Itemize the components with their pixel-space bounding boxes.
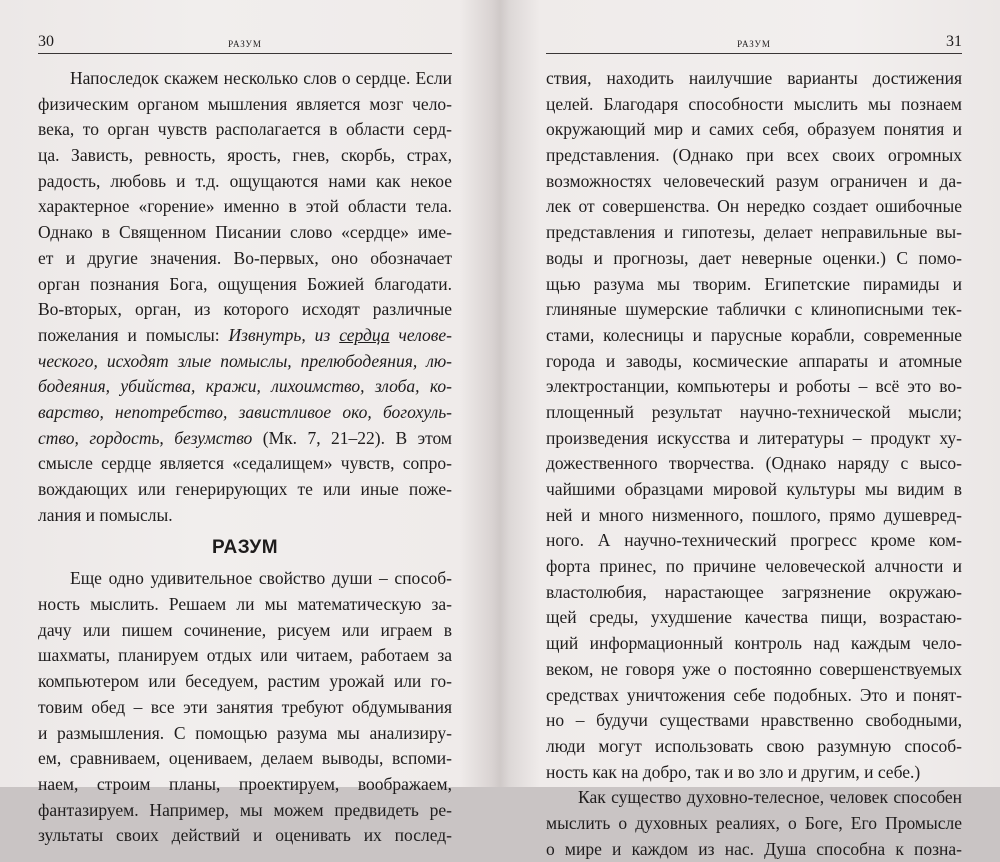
- page-number: 31: [946, 33, 962, 50]
- text-line: чайшими образцами мировой культуры мы видим в: [546, 479, 962, 499]
- text-line: радость, любовь и т.д. ощущаются нами как некое: [38, 170, 452, 191]
- text-line: характерное «горение» именно в этой области тела.: [38, 196, 452, 217]
- text-line: возможностях человеческий разум ограничен и да-: [546, 170, 962, 191]
- scripture-quote: ство, гордость, безумство: [38, 427, 253, 448]
- left-page-text: [38, 66, 452, 849]
- text-line: стами, колесницы и парусные корабли, современные: [546, 324, 962, 345]
- text-line: ца. Зависть, ревность, ярость, гнев, скорбь, страх,: [38, 145, 452, 166]
- text-line: лек от совершенства. Он нередко создает ошибочные: [546, 196, 962, 217]
- text-line: наем, строим планы, проектируем, воображаем,: [38, 773, 452, 794]
- text-line: ствия, находить наилучшие варианты достижения: [546, 68, 962, 88]
- text-line: лания и помыслы.: [38, 504, 173, 525]
- text-line: представления. (Однако при всех своих огромных: [546, 145, 962, 166]
- running-head: разум: [228, 35, 262, 50]
- scripture-quote-line: бодеяния, убийства, кражи, лихоимство, злоба, ко-: [38, 376, 452, 397]
- text-line: щий информационный контроль над каждым чело-: [546, 633, 962, 654]
- text-line: но – будучи существами нравственно свободными,: [546, 710, 962, 731]
- text-line: и размышления. С помощью разума мы анализиру-: [38, 722, 452, 743]
- text-line: площенный результат научно-технической мысли;: [546, 401, 962, 422]
- text-line: средствах уничтожения себе подобных. Это и понят-: [546, 684, 962, 705]
- text-line: мыслить о духовных реалиях, о Боге, Его Промысле: [546, 812, 962, 833]
- text-line: щей среды, ухудшение качества пищи, возрастаю-: [546, 607, 962, 628]
- scripture-quote: челове-: [389, 324, 452, 345]
- right-page-header: [546, 31, 962, 54]
- text-line: [38, 323, 452, 349]
- text-line: люди могут использовать свою разумную способ-: [546, 735, 962, 756]
- text-line: компьютером или беседуем, растим урожай или го-: [38, 671, 452, 692]
- text-line: зультаты своих действий и оценивать их послед-: [38, 825, 452, 846]
- underlined-word: сердца: [339, 324, 390, 345]
- text-line: вождающих или генерирующих те или иные поже-: [38, 479, 452, 499]
- running-head: разум: [737, 35, 771, 50]
- text-run: пожелания и помыслы:: [38, 324, 229, 345]
- text-line: глиняные шумерские таблички с клинописными тек-: [546, 299, 962, 320]
- scripture-quote-line: ческого, исходят злые помыслы, прелюбодеяния, лю-: [38, 350, 452, 371]
- text-line: физическим органом мышления является мозг чело-: [38, 93, 452, 114]
- text-line: воды и прогнозы, дает неверные оценки.) С помо-: [546, 247, 962, 268]
- text-line: Как существо духовно-телесное, человек способен: [578, 787, 962, 808]
- text-line: [38, 426, 452, 452]
- text-line: века, то орган чувств располагается в области серд-: [38, 119, 452, 140]
- text-line: товим обед – все эти занятия требуют обдумывания: [38, 696, 452, 717]
- text-line: веком, не говоря уже о постоянно совершенствуемых: [546, 658, 962, 679]
- text-line: целей. Благодаря способности мыслить мы познаем: [546, 93, 962, 114]
- text-line: ность как на добро, так и во зло и другим, и себе.): [546, 761, 921, 782]
- text-line: форта принес, по причине человеческой алчности и: [546, 556, 962, 577]
- text-line: орган познания Бога, ощущения Божией благодати.: [38, 273, 452, 294]
- left-page-header: [38, 31, 452, 54]
- right-page-text: [546, 66, 962, 862]
- scripture-reference: (Мк. 7, 21–22). В этом: [252, 427, 453, 448]
- text-line: электростанции, компьютеры и роботы – всё это во-: [546, 376, 962, 397]
- text-line: щью разума мы творим. Египетские пирамиды и: [546, 273, 962, 294]
- text-line: ней и много низменного, пошлого, прямо душевред-: [546, 504, 962, 525]
- text-line: фантазируем. Например, мы можем предвидеть ре-: [38, 799, 452, 820]
- page-number: 30: [38, 33, 54, 50]
- text-line: ем, сравниваем, оцениваем, делаем выводы, вспоми-: [38, 748, 452, 769]
- text-line: окружающий мир и самих себя, образуем понятия и: [546, 119, 962, 140]
- scripture-quote-line: варство, непотребство, завистливое око, богохуль-: [38, 401, 452, 422]
- text-line: властолюбия, нарастающее загрязнение окружаю-: [546, 581, 962, 602]
- right-page: [506, 0, 1000, 859]
- text-line: города и заводы, космические аппараты и атомные: [546, 350, 962, 371]
- text-line: ного. А научно-технический прогресс кроме ком-: [546, 530, 962, 551]
- text-line: Напоследок скажем несколько слов о сердце. Если: [70, 68, 452, 88]
- scripture-quote: Извнутрь, из: [228, 324, 340, 345]
- text-line: шахматы, планируем отдых или читаем, работаем за: [38, 645, 452, 666]
- text-line: смысле сердце является «седалищем» чувств, сопро-: [38, 453, 452, 474]
- text-line: дожественного творчества. (Однако наряду с высо-: [546, 453, 962, 474]
- text-line: представления и гипотезы, делает неправильные вы-: [546, 222, 962, 243]
- left-page: [0, 0, 494, 846]
- text-line: Во-вторых, орган, из которого исходят различные: [38, 299, 452, 320]
- text-line: Еще одно удивительное свойство души – способ-: [70, 568, 452, 589]
- text-line: Однако в Священном Писании слово «сердце» име-: [38, 222, 452, 243]
- section-heading: РАЗУМ: [211, 537, 279, 559]
- text-line: произведения искусства и литературы – продукт ху-: [546, 427, 962, 448]
- text-line: дачу или пишем сочинение, рисуем или играем в: [38, 619, 452, 640]
- text-line: о мире и каждом из нас. Душа способна к позна-: [546, 838, 962, 859]
- text-line: ность мыслить. Решаем ли мы математическую за-: [38, 594, 452, 615]
- text-line: ет и другие значения. Во-первых, оно обозначает: [38, 247, 452, 268]
